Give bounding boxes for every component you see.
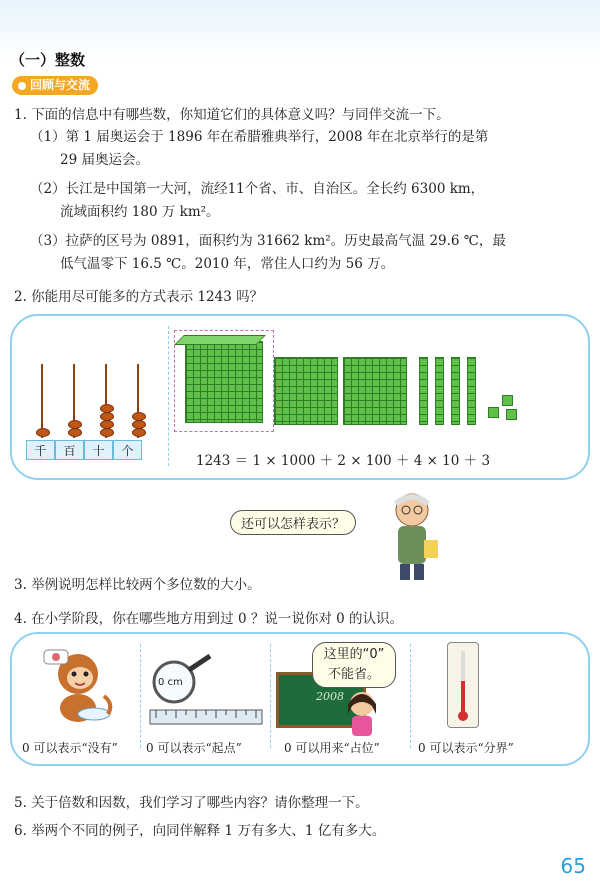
abacus-bead <box>36 428 50 437</box>
page-number: 65 <box>560 854 586 878</box>
teacher-speech-bubble: 还可以怎样表示？ <box>230 510 356 535</box>
place-ones: 个 <box>113 440 142 460</box>
badge-dot-icon <box>18 82 26 90</box>
hundred-flat <box>274 357 338 425</box>
ten-rod <box>419 357 428 425</box>
q1-item-3-line-1: （3）拉萨的区号为 0891，面积约为 31662 km²。历史最高气温 29.6 ℃，最 <box>30 233 506 249</box>
q1-item-2-line-1: （2）长江是中国第一大河，流经11个省、市、自治区。全长约 6300 km， <box>30 181 485 197</box>
hundred-flat <box>343 357 407 425</box>
q2-prompt: 2. 你能用尽可能多的方式表示 1243 吗？ <box>14 289 264 305</box>
unit-cube <box>506 409 517 420</box>
teacher-icon <box>378 488 448 584</box>
q1-item-2-line-2: 流域面积约 180 万 km²。 <box>60 204 220 220</box>
badge-label: 回顾与交流 <box>30 78 91 92</box>
thousand-cube <box>174 330 274 432</box>
caption-boundary: 0 可以表示“分界” <box>418 741 514 755</box>
review-badge <box>12 76 98 95</box>
q3-prompt: 3. 举例说明怎样比较两个多位数的大小。 <box>14 577 261 593</box>
girl-icon <box>340 688 382 738</box>
abacus <box>26 364 156 424</box>
q4-prompt: 4. 在小学阶段，你在哪些地方用到过 0 ？说一说你对 0 的认识。 <box>14 611 404 627</box>
section-title: （一）整数 <box>10 51 86 69</box>
girl-speech-bubble: 这里的“0” 不能省。 <box>312 642 396 688</box>
place-thousands: 千 <box>26 440 55 460</box>
abacus-bead <box>68 428 82 437</box>
ten-rod <box>451 357 460 425</box>
monkey-icon <box>42 646 126 728</box>
ten-rod <box>435 357 444 425</box>
q6-prompt: 6. 举两个不同的例子，向同伴解释 1 万有多大、1 亿有多大。 <box>14 823 386 839</box>
abacus-bead <box>132 428 146 437</box>
q4-divider <box>270 644 271 748</box>
unit-cube <box>502 395 513 406</box>
caption-start: 0 可以表示“起点” <box>146 741 242 755</box>
q4-divider <box>140 644 141 748</box>
q1-item-1-line-2: 29 届奥运会。 <box>60 152 149 168</box>
caption-nothing: 0 可以表示“没有” <box>22 741 118 755</box>
place-tens: 十 <box>84 440 113 460</box>
q1-item-3-line-2: 低气温零下 16.5 ℃。2010 年，常住人口约为 56 万。 <box>60 256 395 272</box>
ten-rod <box>467 357 476 425</box>
q5-prompt: 5. 关于倍数和因数，我们学习了哪些内容？请你整理一下。 <box>14 795 369 811</box>
place-value-formula: 1243 ＝ 1 × 1000 ＋ 2 × 100 ＋ 4 × 10 ＋ 3 <box>196 453 491 469</box>
q4-divider <box>410 644 411 748</box>
thermometer-icon <box>447 642 479 728</box>
q2-divider <box>168 326 169 466</box>
caption-placeholder: 0 可以用来“占位” <box>284 741 380 755</box>
q1-prompt: 1. 下面的信息中有哪些数，你知道它们的具体意义吗？与同伴交流一下。 <box>14 107 450 123</box>
magnifier-ruler-icon <box>146 650 266 730</box>
ruler-zero-label: 0 cm <box>158 677 183 688</box>
abacus-bead <box>100 428 114 437</box>
q1-item-1-line-1: （1）第 1 届奥运会于 1896 年在希腊雅典举行，2008 年在北京举行的是第 <box>30 129 489 145</box>
abacus-place-labels <box>26 440 142 460</box>
unit-cube <box>488 407 499 418</box>
place-hundreds: 百 <box>55 440 84 460</box>
board-year: 2008 <box>316 690 344 703</box>
